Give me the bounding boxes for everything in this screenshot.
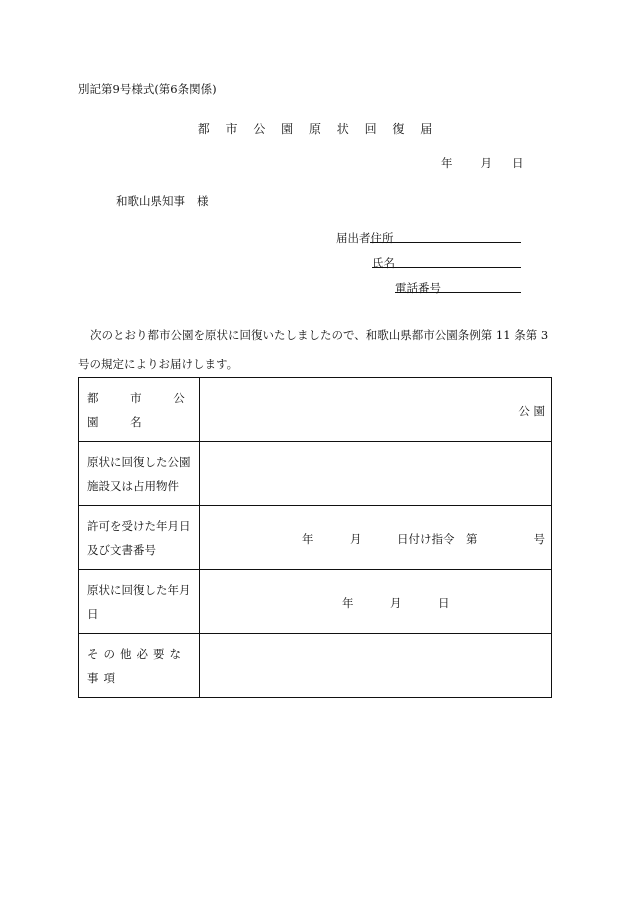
applicant-phone-line: [395, 292, 521, 293]
table-row: [79, 378, 552, 442]
table-row: [79, 570, 552, 634]
other-matters-label: その他必要な事項: [79, 634, 200, 698]
permit-order: 日付け指令: [397, 532, 455, 546]
applicant-address-label: 届出者住所: [336, 231, 394, 245]
document-title: 都 市 公 園 原 状 回 復 届: [197, 122, 439, 136]
applicant-name-line: [372, 267, 521, 268]
permit-value[interactable]: [200, 506, 552, 570]
restored-date-value[interactable]: [200, 570, 552, 634]
applicant-address-field[interactable]: [336, 230, 394, 246]
date-month: 月: [480, 156, 492, 170]
applicant-address-line: [370, 242, 521, 243]
permit-year: 年: [302, 532, 314, 546]
applicant-phone-label: 電話番号: [395, 281, 441, 295]
facility-label: 原状に回復した公園施設又は占用物件: [79, 442, 200, 506]
table-row: [79, 442, 552, 506]
permit-month: 月: [350, 532, 362, 546]
addressee-honorific: 様: [197, 194, 209, 208]
applicant-name-field[interactable]: [372, 255, 395, 271]
addressee: [116, 193, 209, 209]
submission-date: [441, 155, 524, 171]
date-day: 日: [512, 156, 524, 170]
form-number: 別記第9号様式(第6条関係): [78, 82, 217, 96]
table-row: [79, 506, 552, 570]
date-year: 年: [441, 156, 453, 170]
restored-date-label: 原状に回復した年月日: [79, 570, 200, 634]
permit-no-prefix: 第: [466, 532, 478, 546]
facility-value[interactable]: [200, 442, 552, 506]
permit-label: 許可を受けた年月日及び文書番号: [79, 506, 200, 570]
table-row: [79, 634, 552, 698]
other-matters-value[interactable]: [200, 634, 552, 698]
park-suffix: 公 園: [518, 404, 545, 418]
notification-table: [78, 377, 552, 698]
park-name-label: 都 市 公 園 名: [79, 378, 200, 442]
restored-month: 月: [390, 596, 402, 610]
permit-no-suffix: 号: [533, 532, 545, 546]
applicant-name-label: 氏名: [372, 256, 395, 270]
addressee-name: 和歌山県知事: [116, 194, 185, 208]
park-name-value[interactable]: [200, 378, 552, 442]
body-paragraph: [78, 321, 558, 379]
body-text: 次のとおり都市公園を原状に回復いたしましたので、和歌山県都市公園条例第 11 条第 3 号の規定によりお届けします。: [78, 328, 549, 371]
restored-year: 年: [342, 596, 354, 610]
applicant-phone-field[interactable]: [395, 280, 441, 296]
restored-day: 日: [438, 596, 450, 610]
